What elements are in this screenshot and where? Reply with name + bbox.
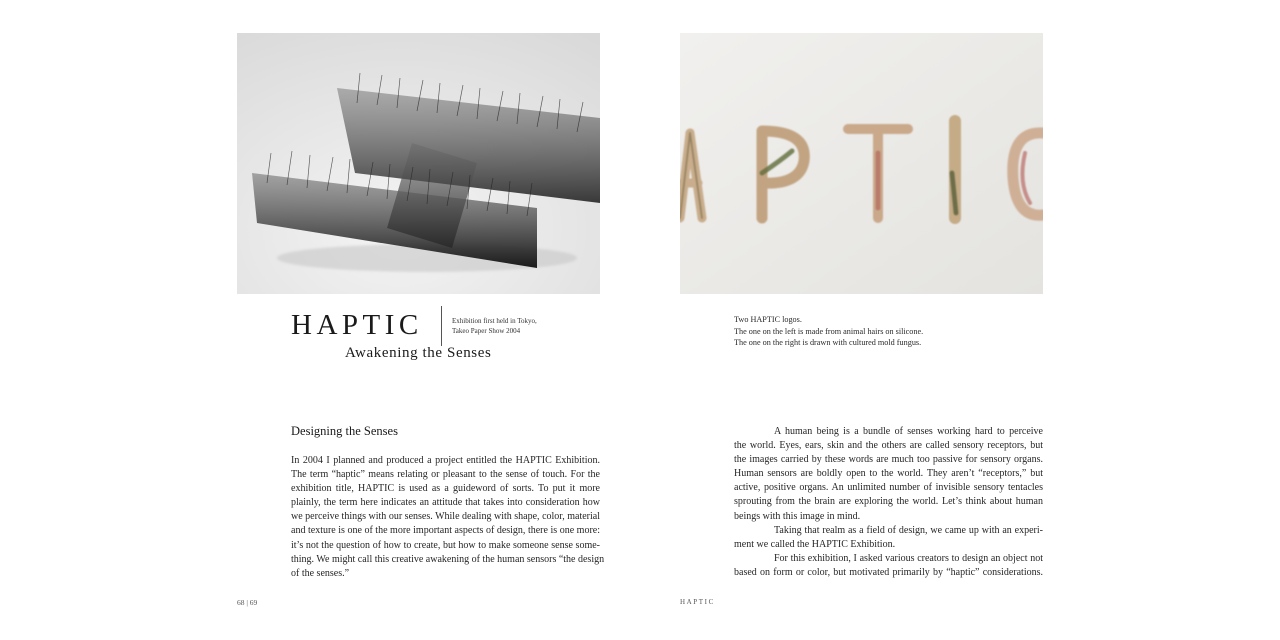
caption-line: Two HAPTIC logos. [734,315,802,324]
page-folio: 68 | 69 [237,598,258,607]
body-line: A human being is a bundle of senses working hard to perceive [774,426,1043,437]
body-line: we perceive things with our senses. While dealing with shape, color, material [291,511,600,523]
body-line: For this exhibition, I asked various creators to design an object not [774,552,1043,564]
section-heading: Designing the Senses [291,424,398,438]
body-line: In 2004 I planned and produced a project entitled the HAPTIC Exhibition. [291,455,600,466]
body-line: the world. Eyes, ears, skin and the others are called sensory receptors, but [734,440,1043,452]
body-line: sprouting from the brain are exploring the world. Let’s think about human [734,496,1043,508]
photo-caption [734,314,994,349]
body-line: Human sensors are boldly open to the world. They aren’t “receptors,” but [734,468,1043,480]
exhibition-subtitle: Awakening the Senses [345,345,492,361]
body-line: Taking that realm as a field of design, we came up with an experi- [774,524,1043,536]
caption-line: The one on the left is made from animal hairs on silicone. [734,326,924,336]
photo-mold-logo [680,33,1043,294]
body-line: based on form or color, but motivated primarily by “haptic” considerations. [734,566,1043,578]
exhibition-note [452,317,562,336]
body-line: exhibition title, HAPTIC is used as a guideword of sorts. To put it more [291,483,600,495]
body-line: active, positive organs. An unlimited number of invisible sensory tentacles [734,482,1043,494]
mold-fungus-letters-photo-icon [680,33,1043,294]
bristle-h-logo-photo-icon [237,33,600,294]
body-line: thing. We might call this creative awakening of the human sensors “the design [291,553,605,565]
body-line: plainly, the term here indicates an attitude that takes into consideration how [291,497,600,509]
caption-line: The one on the right is drawn with cultured mold fungus. [734,338,922,347]
exhibition-title: HAPTIC [291,309,423,341]
left-body-paragraph [291,454,605,581]
running-head: HAPTIC [680,598,715,606]
body-line: The term “haptic” means relating or pleasant to the sense of touch. For the [291,469,600,481]
right-body-paragraph [734,425,1043,580]
photo-bristle-logo [237,33,600,294]
title-divider [441,306,442,346]
body-line: beings with this image in mind. [734,510,861,522]
body-line: ment we called the HAPTIC Exhibition. [734,538,896,550]
body-line: of the senses.” [291,567,350,579]
body-line: it’s not the question of how to create, but how to make someone sense some- [291,539,600,551]
exhibition-note-line: Takeo Paper Show 2004 [452,326,521,335]
exhibition-note-line: Exhibition first held in Tokyo, [452,317,537,325]
body-line: and texture is one of the more important aspects of design, there is one more: [291,525,600,537]
body-line: the images carried by these words are much too passive for sensory organs. [734,454,1043,466]
